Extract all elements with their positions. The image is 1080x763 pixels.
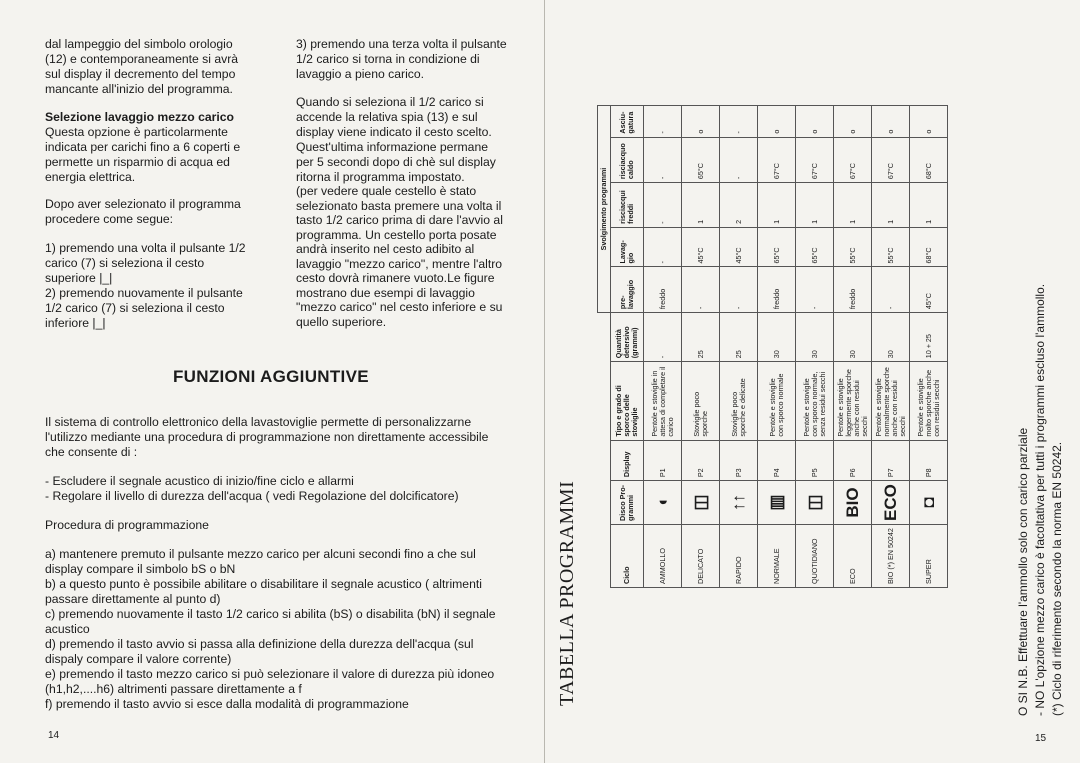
list-item: 3) premendo una terza volta il pulsante [296, 37, 507, 51]
list-item: 2) premendo nuovamente il pulsante [45, 286, 243, 300]
cell-lavaggio: - [644, 227, 682, 267]
cell-asciugatura: o [910, 106, 948, 138]
list-item: c) premendo nuovamente il tasto 1/2 carico si abilita (bS) o disabilita (bN) il segnale [45, 607, 496, 621]
cell-asciugatura: - [720, 106, 758, 138]
cell-ciclo: SUPER [910, 524, 948, 587]
cell-display: P6 [834, 440, 872, 481]
list-item: b) a questo punto è possibile abilitare o disabilitare il segnale acustico ( altrimenti [45, 577, 482, 591]
cell-lavaggio: 45°C [682, 227, 720, 267]
text-line: dal lampeggio del simbolo orologio [45, 37, 233, 51]
cell-tipo: Pentole e stoviglie con sporco normale [758, 362, 796, 440]
cell-display: P4 [758, 440, 796, 481]
table-header-row [611, 106, 644, 588]
list-item: 1/2 carico si torna in condizione di [296, 52, 480, 66]
cell-caldo: 67°C [796, 137, 834, 183]
program-disc-icon: ▥ [758, 481, 796, 525]
table-row [682, 106, 720, 588]
cell-lavaggio: 55°C [872, 227, 910, 267]
half-load-heading: Selezione lavaggio mezzo carico [45, 110, 234, 124]
cell-display: P3 [720, 440, 758, 481]
cell-ciclo: QUOTIDIANO [796, 524, 834, 587]
text-line: Questa opzione è particolarmente [45, 125, 228, 139]
text-line: energia elettrica. [45, 170, 136, 184]
list-item: f) premendo il tasto avvio si esce dalla modalità di programmazione [45, 697, 409, 711]
text-line: (12) e contemporaneamente si avrà [45, 52, 239, 66]
list-item: e) premendo il tasto mezzo carico si può selezionare il valore di durezza più idoneo [45, 667, 495, 681]
text-line: accende la relativa spia (13) e sul [296, 110, 478, 124]
cell-prelavaggio: freddo [758, 267, 796, 313]
table-row [796, 106, 834, 588]
table-notes [1015, 284, 1066, 716]
cell-freddi: 1 [834, 183, 872, 228]
list-item: 1) premendo una volta il pulsante 1/2 [45, 241, 246, 255]
text-line: selezionato basta premere una volta il [296, 199, 502, 213]
text-line: (per vedere quale cestello è stato [296, 184, 477, 198]
group-header: Svolgimento programmi [598, 106, 611, 313]
cell-display: P1 [644, 440, 682, 481]
cell-detersivo: 25 [682, 313, 720, 362]
cell-tipo: Pentole e stoviglie normalmente sporche anche con residui secchi [872, 362, 910, 440]
program-disc-icon: ◘ [910, 481, 948, 525]
list-item: d) premendo il tasto avvio si passa alla definizione della durezza dell'acqua (sul [45, 637, 474, 651]
text-line: Quando si seleziona il 1/2 carico si [296, 95, 484, 109]
text-line: mancante all'inizio del programma. [45, 82, 233, 96]
note-line: - NO L'opzione mezzo carico è facoltativa per tutti i programmi escluso l'ammollo. [1033, 283, 1047, 716]
cell-display: P5 [796, 440, 834, 481]
list-item: display compare il simbolo bS o bN [45, 562, 236, 576]
cell-ciclo: NORMALE [758, 524, 796, 587]
cell-caldo: 67°C [834, 137, 872, 183]
cell-detersivo: 30 [758, 313, 796, 362]
text-line: cesto dovrà rimanere vuoto.Le figure [296, 271, 495, 285]
list-item: dispaly compare il valore corrente) [45, 652, 232, 666]
text-line: per 5 secondi dopo di chè sul display [296, 155, 496, 169]
list-item: lavaggio a pieno carico. [296, 67, 425, 81]
cell-display: P8 [910, 440, 948, 481]
cell-detersivo: 30 [796, 313, 834, 362]
text-line: sul display il decremento del tempo [45, 67, 236, 81]
text-line: lavaggio "mezzo carico", mentre l'altro [296, 257, 503, 271]
cell-detersivo: - [644, 313, 682, 362]
cell-lavaggio: 65°C [796, 227, 834, 267]
column-header: Lavag-gio [611, 227, 644, 267]
program-disc-icon: ECO [872, 481, 910, 525]
table-row [910, 106, 948, 588]
cell-tipo: Pentole e stoviglie leggermente sporche anche con residui secchi [834, 362, 872, 440]
cell-lavaggio: 55°C [834, 227, 872, 267]
program-disc-icon: ◫ [796, 481, 834, 525]
cell-detersivo: 30 [834, 313, 872, 362]
table-row [758, 106, 796, 588]
column-header: Quantità detersivo (grammi) [611, 313, 644, 362]
list-item: inferiore |_| [45, 316, 106, 330]
page-fold-divider [544, 0, 545, 763]
cell-tipo: Stoviglie poco sporche [682, 362, 720, 440]
cell-prelavaggio: freddo [644, 267, 682, 313]
cell-display: P2 [682, 440, 720, 481]
cell-detersivo: 25 [720, 313, 758, 362]
funzioni-title: FUNZIONI AGGIUNTIVE [173, 367, 369, 386]
text-line: Dopo aver selezionato il programma [45, 197, 241, 211]
list-item: a) mantenere premuto il pulsante mezzo carico per alcuni secondi fino a che sul [45, 547, 476, 561]
text-line: display viene indicato il cesto scelto. [296, 125, 492, 139]
cell-caldo: - [644, 137, 682, 183]
note-line: O SI N.B. Effettuare l'ammollo solo con carico parziale [1016, 427, 1030, 716]
cell-lavaggio: 68°C [910, 227, 948, 267]
list-item: - Regolare il livello di durezza dell'acqua ( vedi Regolazione del dolcificatore) [45, 489, 459, 503]
cell-caldo: 67°C [872, 137, 910, 183]
cell-freddi: 1 [872, 183, 910, 228]
text-line: che consente di : [45, 445, 138, 459]
list-item: superiore |_| [45, 271, 113, 285]
list-item: passare direttamente al punto d) [45, 592, 221, 606]
cell-display: P7 [872, 440, 910, 481]
column-header: risciacquo caldo [611, 137, 644, 183]
cell-freddi: 1 [910, 183, 948, 228]
cell-tipo: Pentole e stoviglie con sporco normale, senza residui secchi [796, 362, 834, 440]
column-header: Ciclo [611, 524, 644, 587]
cell-freddi: - [644, 183, 682, 228]
text-line: Il sistema di controllo elettronico della lavastoviglie permette di personalizzarne [45, 415, 472, 429]
cell-prelavaggio: 45°C [910, 267, 948, 313]
cell-prelavaggio: - [872, 267, 910, 313]
cell-asciugatura: o [758, 106, 796, 138]
cell-asciugatura: o [834, 106, 872, 138]
list-item: - Escludere il segnale acustico di inizio/fine ciclo e allarmi [45, 474, 354, 488]
note-line: (*) Ciclo di riferimento secondo la norma EN 50242. [1050, 441, 1064, 716]
list-item: 1/2 carico (7) si seleziona il cesto [45, 301, 225, 315]
table-group-header-row [598, 106, 611, 588]
list-item: (h1,h2,....h6) altrimenti passare direttamente a f [45, 682, 302, 696]
cell-prelavaggio: - [682, 267, 720, 313]
text-line: Quest'ultima informazione permane [296, 140, 489, 154]
cell-freddi: 1 [758, 183, 796, 228]
table-row [644, 106, 682, 588]
cell-caldo: 65°C [682, 137, 720, 183]
column-header: pre-lavaggio [611, 267, 644, 313]
program-disc-icon: ↑↑ [720, 481, 758, 525]
procedura-title: Procedura di programmazione [45, 518, 209, 532]
cell-asciugatura: o [682, 106, 720, 138]
column-header: Disco Pro-grammi [611, 481, 644, 525]
text-line: tasto 1/2 carico prima di dare l'avvio al [296, 213, 503, 227]
cell-freddi: 2 [720, 183, 758, 228]
text-line: indicata per carichi fino a 6 coperti e [45, 140, 241, 154]
cell-freddi: 1 [796, 183, 834, 228]
cell-prelavaggio: freddo [834, 267, 872, 313]
programs-table [597, 105, 948, 588]
table-row [720, 106, 758, 588]
cell-tipo: Pentole e stoviglie molto sporche anche con residui secchi [910, 362, 948, 440]
text-line: "mezzo carico" nel cesto inferiore e su [296, 300, 503, 314]
page-number: 14 [48, 730, 60, 741]
table-row [872, 106, 910, 588]
text-line: mostrano due esempi di lavaggio [296, 286, 475, 300]
text-line: l'utilizzo mediante una procedura di programmazione non direttamente accessibile [45, 430, 489, 444]
program-disc-icon: ◫ [682, 481, 720, 525]
text-line: quello superiore. [296, 315, 387, 329]
text-line: permette un risparmio di acqua ed [45, 155, 230, 169]
table-title: TABELLA PROGRAMMI [556, 480, 578, 706]
cell-prelavaggio: - [796, 267, 834, 313]
cell-detersivo: 10 + 25 [910, 313, 948, 362]
cell-ciclo: ECO [834, 524, 872, 587]
cell-asciugatura: o [872, 106, 910, 138]
cell-lavaggio: 45°C [720, 227, 758, 267]
cell-detersivo: 30 [872, 313, 910, 362]
cell-asciugatura: - [644, 106, 682, 138]
cell-lavaggio: 65°C [758, 227, 796, 267]
table-row [834, 106, 872, 588]
cell-tipo: Pentole e stoviglie in attesa di completare il carico [644, 362, 682, 440]
program-disc-icon: BIO [834, 481, 872, 525]
column-header: Display [611, 440, 644, 481]
text-line: programma. Un cestello porta posate [296, 228, 497, 242]
cell-caldo: 67°C [758, 137, 796, 183]
column-header: Tipo e grado di sporco delle stoviglie [611, 362, 644, 440]
cell-caldo: - [720, 137, 758, 183]
text-line: andrà inserito nel cesto adibito al [296, 242, 475, 256]
list-item: acustico [45, 622, 90, 636]
column-header: risciacqui freddi [611, 183, 644, 228]
text-line: procedere come segue: [45, 212, 174, 226]
cell-prelavaggio: - [720, 267, 758, 313]
cell-ciclo: DELICATO [682, 524, 720, 587]
text-line: ritorna il programma impostato. [296, 170, 465, 184]
page-number: 15 [1035, 733, 1047, 744]
cell-asciugatura: o [796, 106, 834, 138]
cell-tipo: Stoviglie poco sporche e delicate [720, 362, 758, 440]
cell-ciclo: BIO (*) EN 50242 [872, 524, 910, 587]
cell-caldo: 68°C [910, 137, 948, 183]
program-disc-icon: ◖ [644, 481, 682, 525]
list-item: carico (7) si seleziona il cesto [45, 256, 205, 270]
cell-ciclo: RAPIDO [720, 524, 758, 587]
cell-ciclo: AMMOLLO [644, 524, 682, 587]
cell-freddi: 1 [682, 183, 720, 228]
column-header: Asciu-gatura [611, 106, 644, 138]
